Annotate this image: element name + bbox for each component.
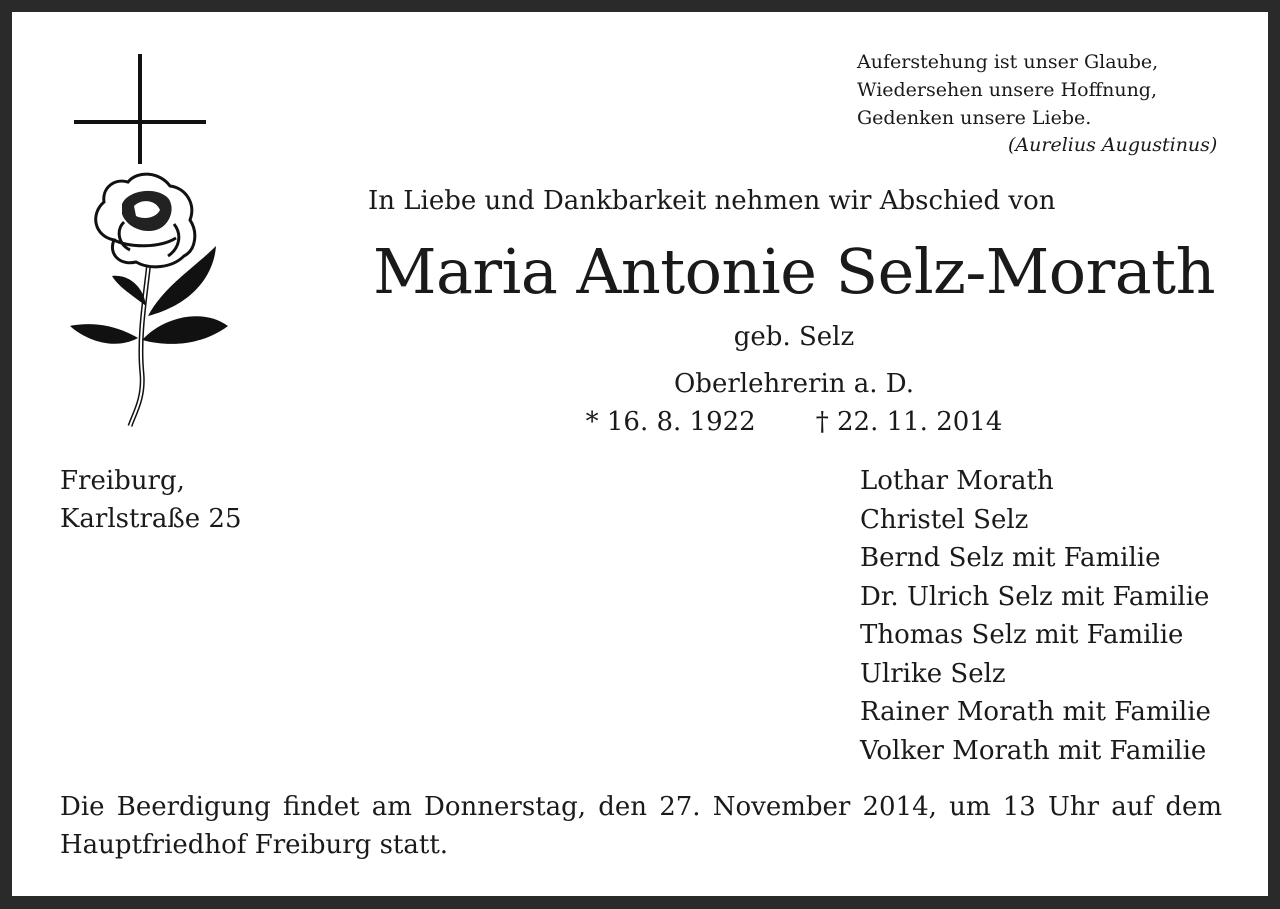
mourner: Dr. Ulrich Selz mit Familie <box>860 581 1210 612</box>
mourner: Lothar Morath <box>860 466 1054 496</box>
obituary-card <box>12 12 1268 896</box>
funeral-line: Die Beerdigung findet am Donnerstag, den 27. November 2014, um 13 Uhr auf dem <box>60 792 1222 822</box>
address-city: Freiburg, <box>60 466 185 496</box>
quote <box>857 48 1158 132</box>
profession: Oberlehrerin a. D. <box>673 369 914 399</box>
address-street: Karlstraße 25 <box>60 504 242 534</box>
mourner: Thomas Selz mit Familie <box>860 620 1184 650</box>
mourners-list <box>860 462 1211 770</box>
address <box>60 462 242 538</box>
mourner: Bernd Selz mit Familie <box>860 543 1161 573</box>
born-name: geb. Selz <box>733 322 855 352</box>
deceased-name: Maria Antonie Selz-Morath <box>372 235 1216 308</box>
quote-line: Auferstehung ist unser Glaube, <box>857 51 1159 73</box>
funeral-notice <box>60 788 1222 864</box>
birth-date: * 16. 8. 1922 <box>585 407 756 437</box>
mourner: Volker Morath mit Familie <box>860 735 1207 766</box>
funeral-line: Hauptfriedhof Freiburg statt. <box>60 830 449 860</box>
quote-author: (Aurelius Augustinus) <box>1008 134 1218 156</box>
quote-line: Gedenken unsere Liebe. <box>857 107 1092 129</box>
mourner: Christel Selz <box>860 504 1029 535</box>
mourner: Ulrike Selz <box>860 658 1006 689</box>
life-dates <box>368 407 1220 437</box>
death-date: † 22. 11. 2014 <box>815 407 1003 437</box>
mourner: Rainer Morath mit Familie <box>860 697 1211 727</box>
intro-text: In Liebe und Dankbarkeit nehmen wir Abschied von <box>368 186 1056 216</box>
quote-line: Wiedersehen unsere Hoffnung, <box>857 79 1158 101</box>
cross-and-rose-icon <box>64 54 244 438</box>
